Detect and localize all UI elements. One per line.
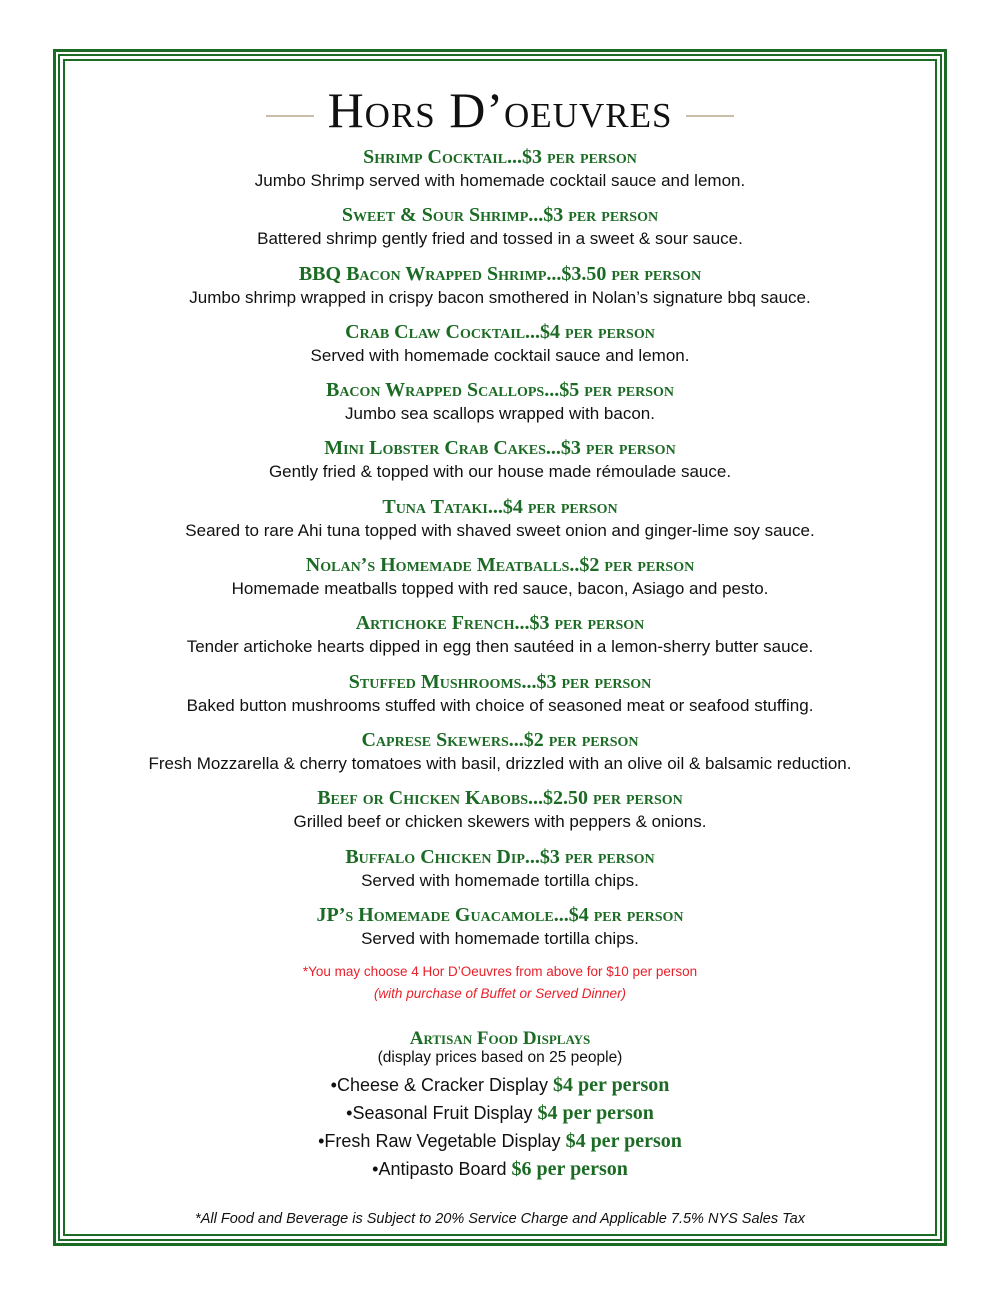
menu-items: [0, 145, 1000, 961]
footer-note: *All Food and Beverage is Subject to 20% Service Charge and Applicable 7.5% NYS Sales Tax: [195, 1211, 805, 1227]
menu-item: [0, 203, 1000, 261]
menu-item-name: Beef or Chicken Kabobs...$2.50 per person: [317, 787, 683, 810]
menu-item: [0, 320, 1000, 378]
menu-item-description: Served with homemade cocktail sauce and lemon.: [310, 345, 690, 365]
combo-note-line2: (with purchase of Buffet or Served Dinner): [373, 986, 627, 1001]
menu-item-name: Tuna Tataki...$4 per person: [382, 495, 618, 518]
display-price: $6 per person: [511, 1158, 628, 1180]
artisan-subheading: (display prices based on 25 people): [377, 1049, 623, 1066]
display-name: •Cheese & Cracker Display: [330, 1075, 549, 1095]
menu-item-name: Crab Claw Cocktail...$4 per person: [345, 320, 655, 343]
menu-item-name: JP’s Homemade Guacamole...$4 per person: [316, 903, 684, 926]
display-item: [0, 1127, 1000, 1155]
menu-item-name: Sweet & Sour Shrimp...$3 per person: [341, 204, 659, 227]
display-name: •Seasonal Fruit Display: [346, 1103, 533, 1123]
menu-item-description: Battered shrimp gently fried and tossed in a sweet & sour sauce.: [257, 229, 743, 249]
combo-note: [0, 961, 1000, 1005]
page-title-row: [0, 78, 1000, 142]
title-rule-right: [686, 115, 734, 117]
menu-item-description: Seared to rare Ahi tuna topped with shaved sweet onion and ginger-lime soy sauce.: [185, 520, 815, 540]
display-item: [0, 1071, 1000, 1099]
menu-item: [0, 378, 1000, 436]
menu-item-name: Buffalo Chicken Dip...$3 per person: [345, 845, 655, 868]
menu-item-name: Caprese Skewers...$2 per person: [361, 728, 639, 751]
display-price: $4 per person: [537, 1102, 654, 1124]
display-item: [0, 1155, 1000, 1183]
menu-item-description: Baked button mushrooms stuffed with choice of seasoned meat or seafood stuffing.: [186, 695, 814, 715]
menu-item: [0, 845, 1000, 903]
menu-item-description: Gently fried & topped with our house made rémoulade sauce.: [268, 462, 732, 482]
display-name: •Antipasto Board: [372, 1159, 507, 1179]
artisan-heading: Artisan Food Displays: [409, 1028, 591, 1049]
menu-item-name: BBQ Bacon Wrapped Shrimp...$3.50 per person: [298, 262, 702, 285]
menu-item-name: Stuffed Mushrooms...$3 per person: [348, 670, 652, 693]
menu-item-description: Fresh Mozzarella & cherry tomatoes with basil, drizzled with an olive oil & balsamic reduction.: [148, 753, 852, 773]
menu-item-name: Mini Lobster Crab Cakes...$3 per person: [324, 437, 676, 460]
title-rule-left: [266, 115, 314, 117]
menu-item: [0, 553, 1000, 611]
menu-item: [0, 436, 1000, 494]
menu-item-name: Nolan’s Homemade Meatballs..$2 per person: [305, 554, 695, 577]
menu-item: [0, 611, 1000, 669]
menu-item: [0, 145, 1000, 203]
menu-item-description: Served with homemade tortilla chips.: [361, 870, 639, 890]
menu-item-name: Artichoke French...$3 per person: [355, 612, 645, 635]
display-name: •Fresh Raw Vegetable Display: [318, 1131, 561, 1151]
menu-item: [0, 903, 1000, 961]
menu-item-description: Jumbo shrimp wrapped in crispy bacon smothered in Nolan’s signature bbq sauce.: [189, 287, 811, 307]
menu-item: [0, 728, 1000, 786]
artisan-section: [0, 1029, 1000, 1183]
page-title: Hors D’oeuvres: [327, 82, 673, 138]
menu-item-description: Homemade meatballs topped with red sauce, bacon, Asiago and pesto.: [231, 579, 769, 599]
menu-item-description: Grilled beef or chicken skewers with peppers & onions.: [293, 812, 707, 832]
menu-item-description: Tender artichoke hearts dipped in egg then sautéed in a lemon-sherry butter sauce.: [186, 637, 814, 657]
menu-item: [0, 670, 1000, 728]
display-item: [0, 1099, 1000, 1127]
display-price: $4 per person: [565, 1130, 682, 1152]
menu-item-name: Shrimp Cocktail...$3 per person: [363, 146, 637, 168]
menu-item-description: Jumbo Shrimp served with homemade cocktail sauce and lemon.: [254, 171, 746, 190]
display-price: $4 per person: [553, 1074, 670, 1096]
menu-item: [0, 262, 1000, 320]
menu-item: [0, 786, 1000, 844]
menu-item-description: Jumbo sea scallops wrapped with bacon.: [345, 404, 655, 424]
menu-item-name: Bacon Wrapped Scallops...$5 per person: [325, 379, 674, 402]
menu-item: [0, 495, 1000, 553]
menu-item-description: Served with homemade tortilla chips.: [361, 928, 639, 948]
combo-note-line1: *You may choose 4 Hor D’Oeuvres from above for $10 per person: [302, 964, 698, 979]
